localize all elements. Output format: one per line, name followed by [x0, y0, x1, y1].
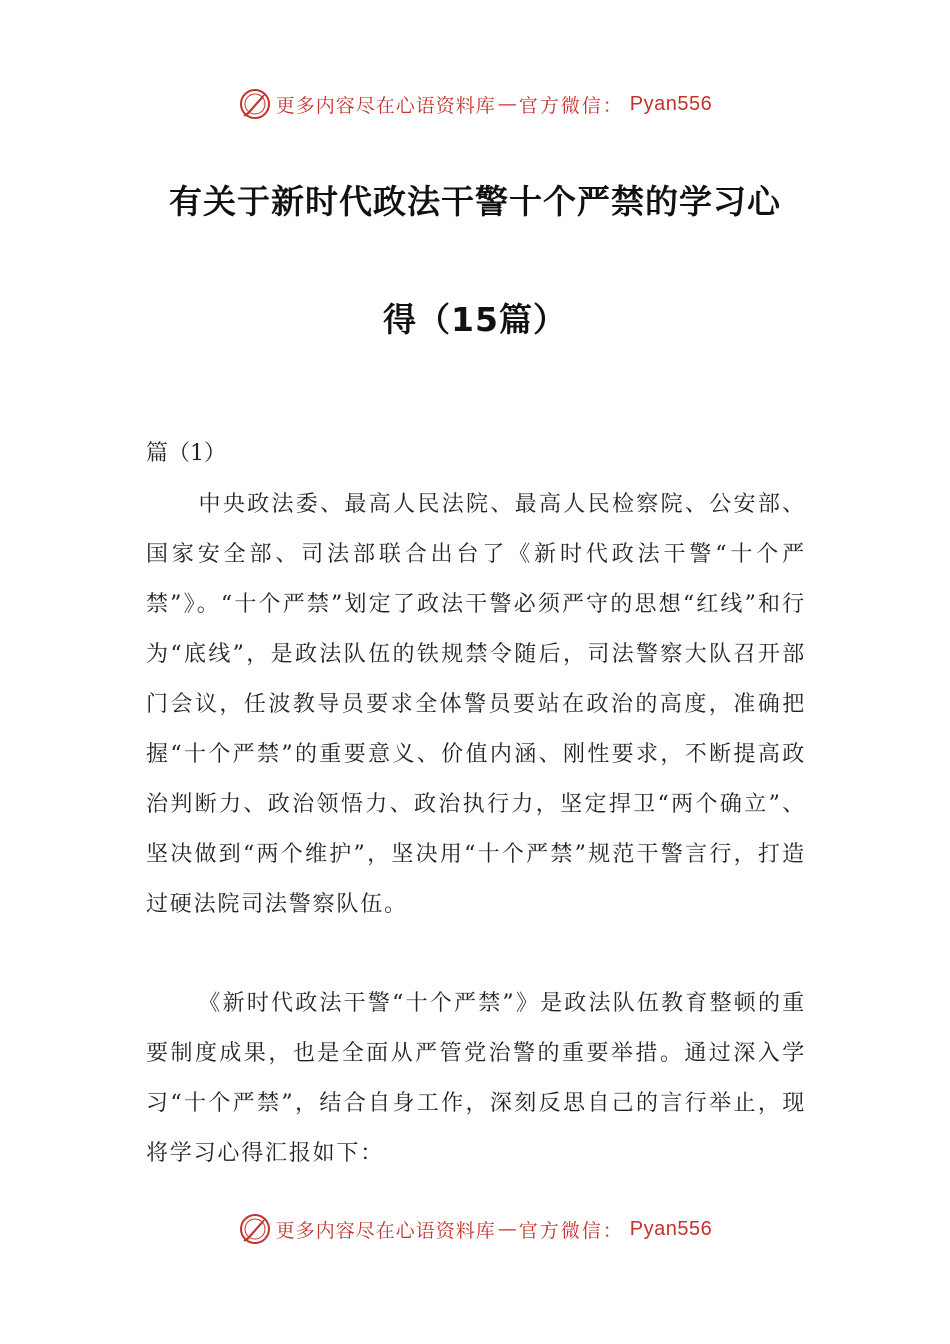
watermark-wechat-id: Pyan556 — [629, 1217, 713, 1240]
watermark-text: 更多内容尽在心语资料库 — [275, 94, 496, 117]
watermark-text: 更多内容尽在心语资料库 — [275, 1219, 496, 1242]
watermark-wechat-id: Pyan556 — [629, 92, 713, 115]
watermark-separator: — — [497, 1218, 517, 1240]
paragraph-1-text: 中央政法委、最高人民法院、最高人民检察院、公安部、国家安全部、司法部联合出台了《新时代政法干警“十个严禁”》。“十个严禁”划定了政法干警必须严守的思想“红线”和行为“底线”，是政法队伍的铁规禁令随后，司法警察大队召开部门会议，任波教导员要求全体警员要站在政治的高度，准确把握“十个严禁”的重要意义、价值内涵、刚性要求，不断提高政治判断力、政治领悟力、政治执行力，坚定捍卫“两个确立”、坚决做到“两个维护”，坚决用“十个严禁”规范干警言行，打造过硬法院司法警察队伍。 — [146, 492, 806, 917]
section-label: 篇（1） — [146, 441, 226, 466]
paragraph-2-text: 《新时代政法干警“十个严禁”》是政法队伍教育整顿的重要制度成果，也是全面从严管党治警的重要举措。通过深入学习“十个严禁”，结合自身工作，深刻反思自己的言行举止，现将学习心得汇报如下： — [146, 991, 806, 1166]
paragraph-1 — [146, 480, 806, 930]
header-watermark — [0, 84, 950, 124]
paragraph-2 — [146, 979, 806, 1179]
watermark-official-label: 官方微信： — [518, 94, 624, 117]
quill-pen-logo-icon — [238, 87, 272, 121]
page-title-line-1: 有关于新时代政法干警十个严禁的学习心 — [169, 182, 781, 221]
quill-pen-logo-icon — [238, 1212, 272, 1246]
watermark-official-label: 官方微信： — [518, 1219, 624, 1242]
watermark-separator: — — [497, 93, 517, 115]
footer-watermark — [0, 1209, 950, 1249]
page-title-line-2: 得（15篇） — [383, 300, 567, 339]
